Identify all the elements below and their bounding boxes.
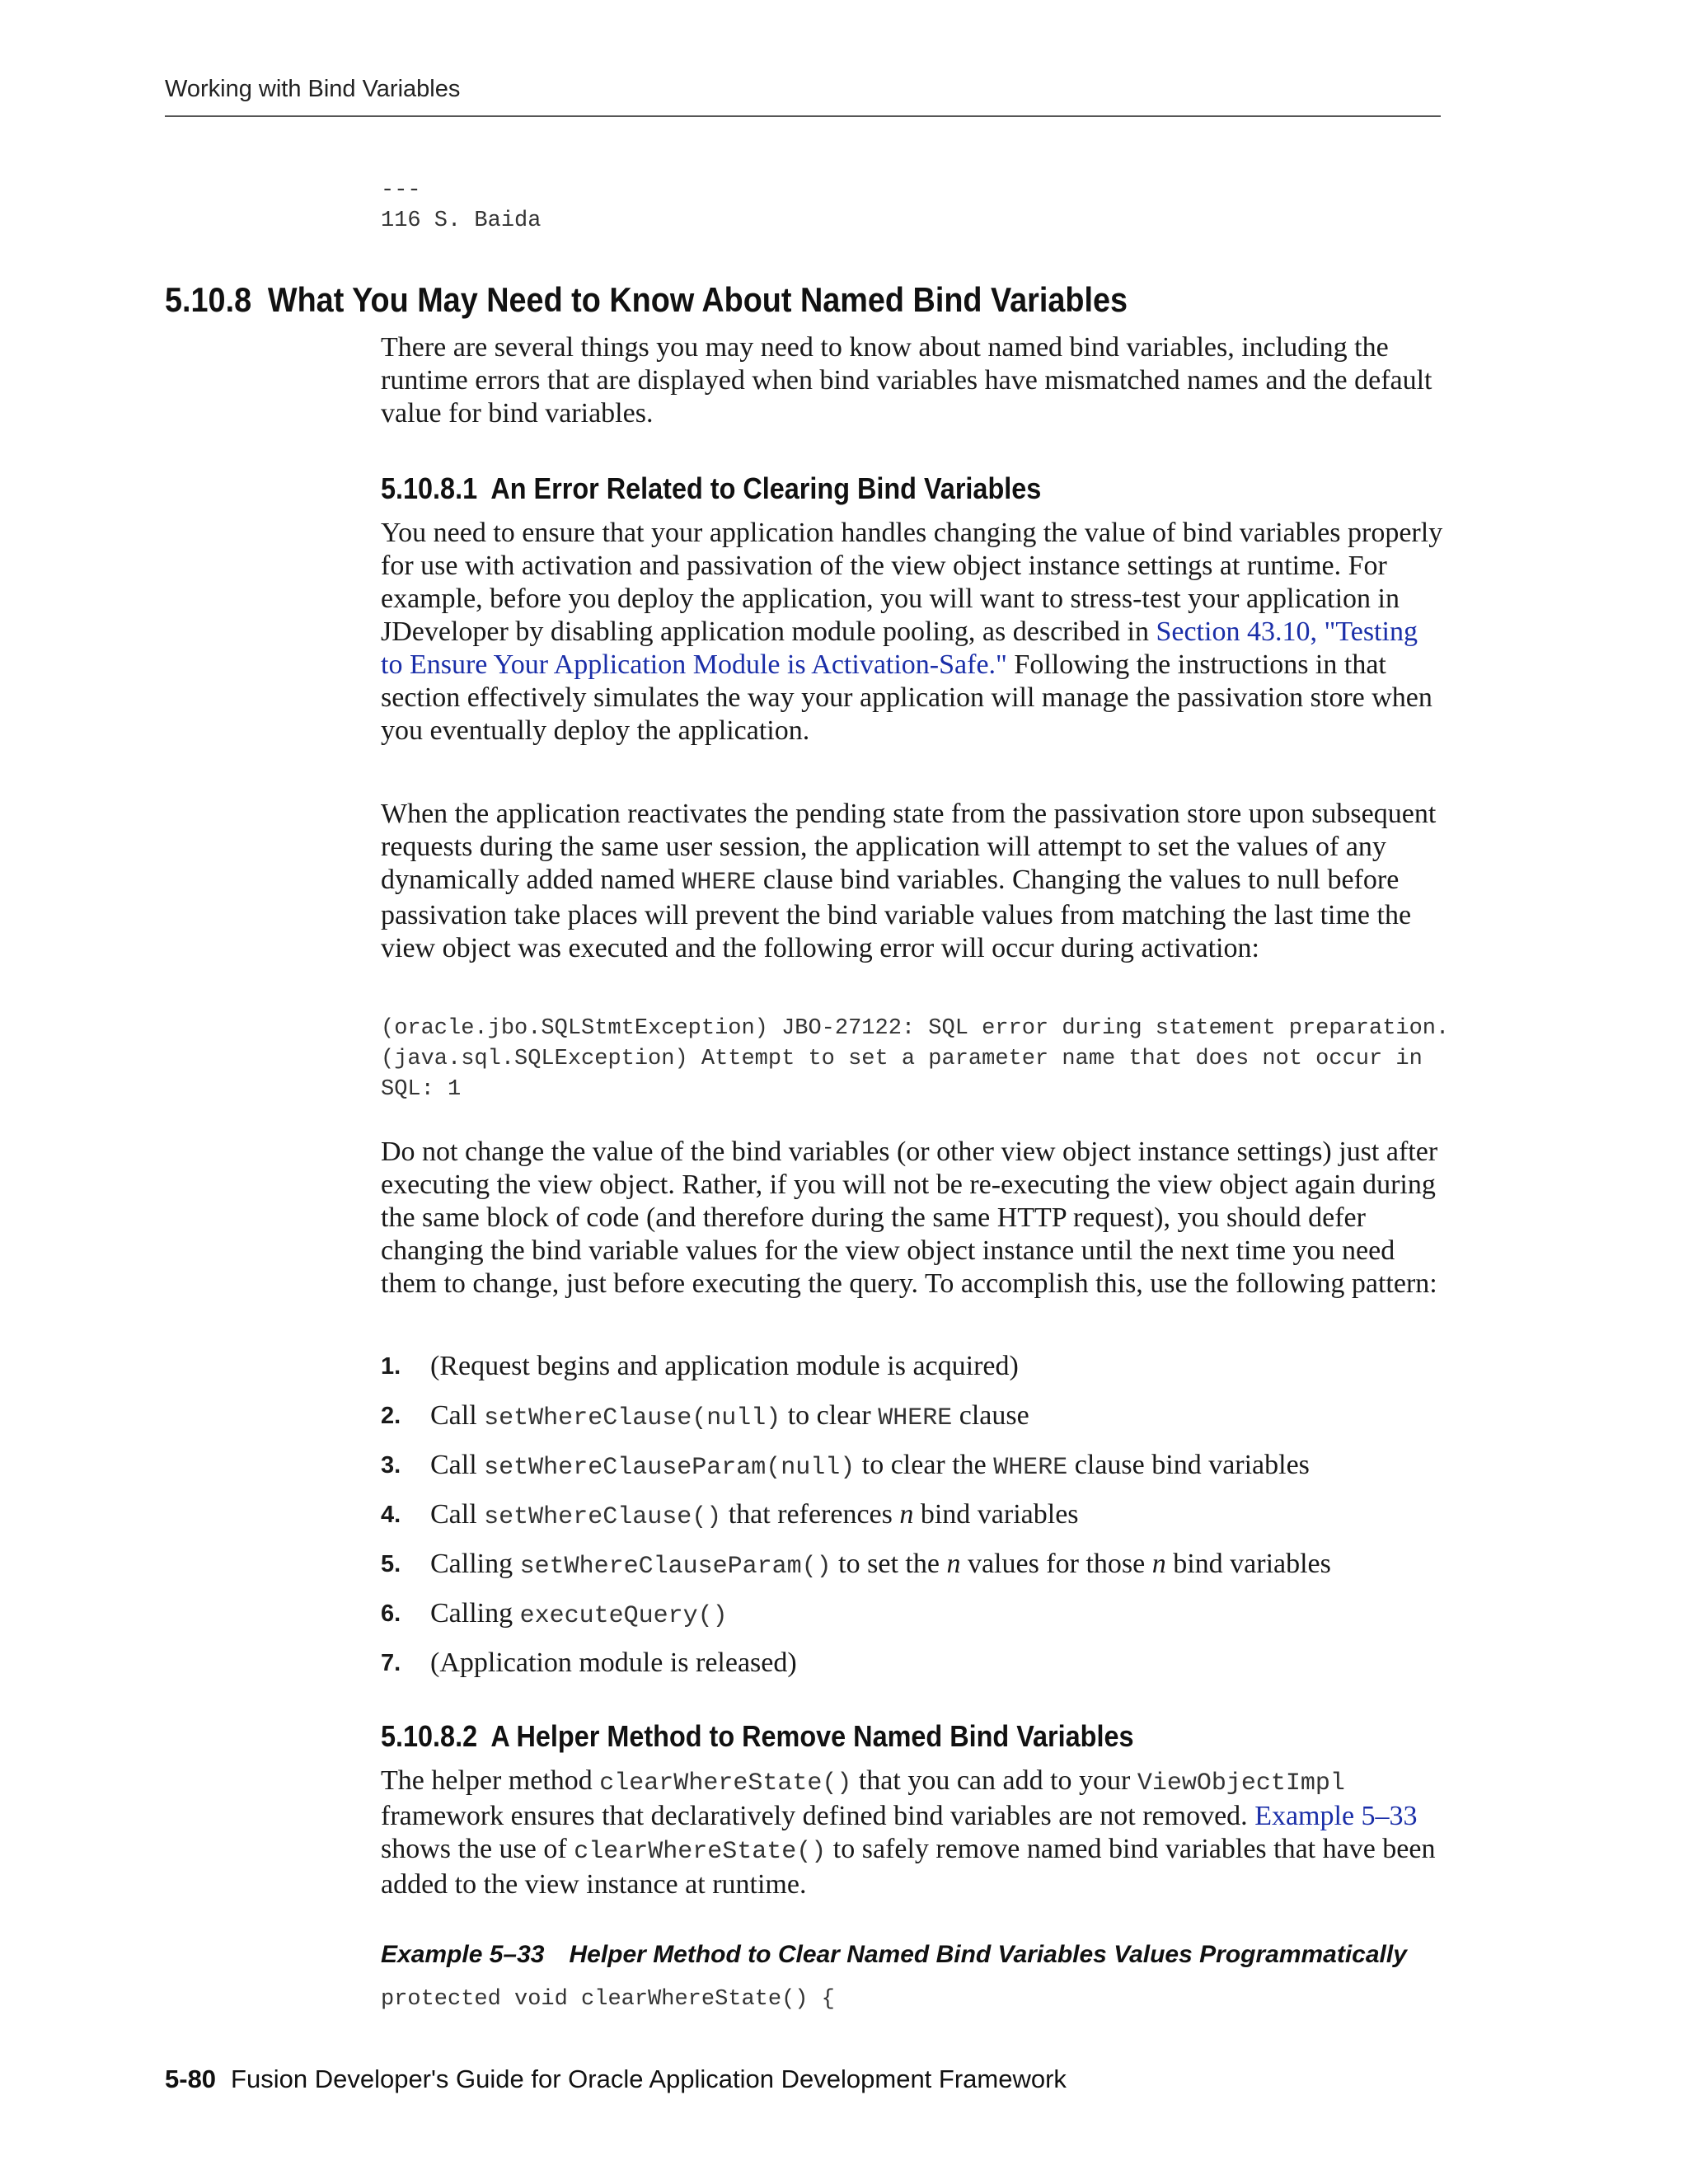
text-run: (Application module is released) bbox=[430, 1647, 797, 1678]
example-label: Example 5–33 bbox=[381, 1941, 545, 1968]
pattern-steps bbox=[381, 1350, 1444, 1696]
subsection-1 bbox=[381, 471, 1444, 506]
text-run: to safely remove named bind variables that have been added to the view instance at runtime. bbox=[381, 1834, 1436, 1900]
section-intro bbox=[381, 331, 1444, 430]
inline-code: setWhereClauseParam(null) bbox=[484, 1454, 856, 1482]
text-run: framework ensures that declaratively defined bind variables are not removed. bbox=[381, 1801, 1255, 1831]
paragraph-block bbox=[381, 1136, 1444, 1301]
paragraph: Do not change the value of the bind variables (or other view object instance settings) just after executing the view object. Rather, if you will not be re-executing the view object again during the same block of code (and therefore during the same HTTP request), you should defer changing the bind variable values for the view object instance until the next time you need them to change, just before executing the query. To accomplish this, use the following pattern: bbox=[381, 1137, 1438, 1299]
text-run: When the application reactivates the pending state from the passivation store upon subsequent requests during the same user session, the application will attempt to set the values of any dynamically added named bbox=[381, 799, 1437, 895]
inline-code: executeQuery() bbox=[519, 1602, 728, 1630]
text-run: Following the instructions in that section effectively simulates the way your application will manage the passivation store when you eventually deploy the application. bbox=[381, 649, 1432, 746]
list-item bbox=[381, 1350, 1444, 1399]
example-title: Helper Method to Clear Named Bind Variables Values Programmatically bbox=[569, 1941, 1407, 1968]
error-code-block bbox=[381, 1014, 1450, 1105]
inline-code: clearWhereState() bbox=[599, 1769, 852, 1797]
text-run: Call bbox=[430, 1400, 485, 1431]
text-run: The helper method bbox=[381, 1765, 600, 1796]
section-link[interactable]: Section 43.10, "Testing to Ensure Your Application Module is Activation-Safe." bbox=[381, 616, 1418, 680]
code-snippet-top bbox=[381, 176, 541, 237]
inline-code: ViewObjectImpl bbox=[1137, 1769, 1345, 1797]
list-item bbox=[381, 1597, 1444, 1647]
italic-text: n bbox=[899, 1499, 914, 1530]
inline-code: WHERE bbox=[878, 1404, 953, 1432]
list-item bbox=[381, 1449, 1444, 1498]
text-run: to clear bbox=[781, 1400, 879, 1431]
text-run: shows the use of bbox=[381, 1834, 574, 1864]
text-run: bind variables bbox=[913, 1499, 1079, 1530]
text-run: (Request begins and application module is acquired) bbox=[430, 1351, 1019, 1381]
section-heading bbox=[165, 280, 1128, 320]
text-run: bind variables bbox=[1165, 1549, 1331, 1579]
page-footer bbox=[165, 2064, 1067, 2094]
paragraph bbox=[381, 798, 1444, 965]
list-item bbox=[381, 1399, 1444, 1449]
step-number: 7. bbox=[381, 1650, 401, 1676]
text-run: that references bbox=[721, 1499, 900, 1530]
intro-paragraph: There are several things you may need to know about named bind variables, including the runtime errors that are displayed when bind variables have mismatched names and the default value for bind variables. bbox=[381, 332, 1432, 429]
section-title: What You May Need to Know About Named Bind Variables bbox=[267, 280, 1128, 319]
header-divider bbox=[165, 115, 1441, 117]
text-run: clause bind variables bbox=[1067, 1450, 1310, 1480]
text-run: that you can add to your bbox=[851, 1765, 1137, 1796]
subsection-title: A Helper Method to Remove Named Bind Variables bbox=[490, 1719, 1134, 1753]
inline-code: WHERE bbox=[993, 1454, 1068, 1482]
step-number: 1. bbox=[381, 1353, 401, 1380]
example-code: protected void clearWhereState() { bbox=[381, 1987, 835, 2012]
text-run: to clear the bbox=[855, 1450, 994, 1480]
paragraph-block bbox=[381, 1765, 1444, 1901]
paragraph-block bbox=[381, 517, 1444, 748]
book-title: Fusion Developer's Guide for Oracle Application Development Framework bbox=[231, 2064, 1067, 2093]
list-item bbox=[381, 1647, 1444, 1696]
inline-code: setWhereClause(null) bbox=[484, 1404, 781, 1432]
step-number: 5. bbox=[381, 1551, 401, 1577]
running-header: Working with Bind Variables bbox=[165, 76, 461, 102]
inline-code: WHERE bbox=[682, 869, 757, 897]
step-number: 4. bbox=[381, 1502, 401, 1528]
example-caption-block bbox=[381, 1941, 1444, 1969]
inline-code: setWhereClause() bbox=[484, 1503, 722, 1531]
list-item bbox=[381, 1548, 1444, 1597]
text-run: values for those bbox=[960, 1549, 1152, 1579]
paragraph bbox=[381, 517, 1444, 748]
step-number: 3. bbox=[381, 1452, 401, 1479]
text-run: Calling bbox=[430, 1598, 520, 1629]
text-run: Calling bbox=[430, 1549, 520, 1579]
paragraph bbox=[381, 1765, 1444, 1901]
text-run: clause bind variables. Changing the values to null before passivation take places will prevent the bind variable values from matching the last time the view object was executed and the following error will occur during activation: bbox=[381, 865, 1412, 963]
code-line: --- bbox=[381, 178, 421, 203]
subsection-title: An Error Related to Clearing Bind Variables bbox=[490, 471, 1042, 505]
text-run: Call bbox=[430, 1450, 485, 1480]
italic-text: n bbox=[1151, 1549, 1166, 1579]
step-number: 2. bbox=[381, 1403, 401, 1429]
code-line: 116 S. Baida bbox=[381, 209, 542, 233]
page-number: 5-80 bbox=[165, 2064, 217, 2093]
inline-code: setWhereClauseParam() bbox=[519, 1553, 832, 1581]
subsection-2 bbox=[381, 1719, 1444, 1754]
section-number: 5.10.8 bbox=[165, 280, 252, 319]
error-code: (oracle.jbo.SQLStmtException) JBO-27122: SQL error during statement preparation. (java.sql.SQLException) Attempt to set a parameter name that does not occur in SQL: 1 bbox=[381, 1016, 1450, 1102]
step-number: 6. bbox=[381, 1601, 401, 1627]
text-run: You need to ensure that your application handles changing the value of bind variables properly for use with activation and passivation of the view object instance settings at runtime. For example, before you deploy the application, you will want to stress-test your application in JDeveloper by disabling application module pooling, as described in bbox=[381, 518, 1443, 647]
paragraph-block bbox=[381, 798, 1444, 965]
example-link[interactable]: Example 5–33 bbox=[1254, 1801, 1418, 1831]
list-item bbox=[381, 1498, 1444, 1548]
steps-list bbox=[381, 1350, 1444, 1696]
subsection-number: 5.10.8.2 bbox=[381, 1719, 478, 1753]
text-run: clause bbox=[952, 1400, 1029, 1431]
example-caption bbox=[381, 1941, 1444, 1969]
subsection-heading bbox=[381, 1719, 1338, 1754]
subsection-number: 5.10.8.1 bbox=[381, 471, 478, 505]
example-code-block bbox=[381, 1985, 1444, 2015]
text-run: Call bbox=[430, 1499, 485, 1530]
subsection-heading bbox=[381, 471, 1338, 506]
italic-text: n bbox=[946, 1549, 961, 1579]
inline-code: clearWhereState() bbox=[574, 1838, 827, 1866]
text-run: to set the bbox=[831, 1549, 947, 1579]
